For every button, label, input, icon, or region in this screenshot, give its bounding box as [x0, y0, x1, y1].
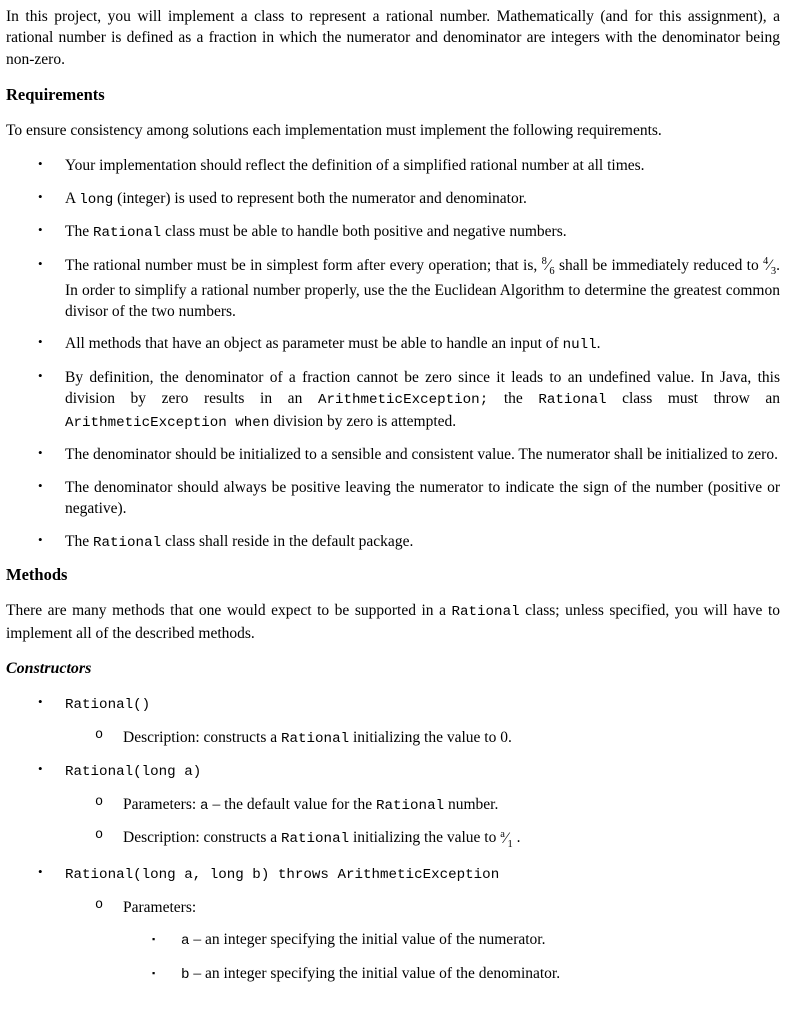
bullet-icon: • [38, 694, 43, 709]
text-run: division by zero is attempted. [269, 412, 457, 430]
paragraph [6, 600, 780, 644]
list-item-text [65, 693, 780, 716]
text-run: The denominator should be initialized to a sensible and consistent value. The numerator shall be initialized to zero. [65, 446, 778, 464]
fraction-numerator: a [500, 828, 505, 840]
list-item-text [65, 477, 780, 520]
list-item [95, 827, 780, 852]
list-item-text [123, 827, 780, 852]
list-item [38, 221, 780, 244]
text-run: In this project, you will implement a class to represent a rational number. Mathematically (and for this assignment), a rational number is defined as a fraction in which the numerator and denominator are integers with the denominator being non-zero. [6, 8, 780, 68]
list-item-text [65, 221, 780, 244]
bullet-icon: ▪ [152, 967, 156, 978]
fraction: $^8⁄_6$ [541, 255, 555, 278]
list-item-text [123, 897, 780, 918]
text-run: To ensure consistency among solutions each implementation must implement the following requirements. [6, 121, 662, 139]
bullet-icon: • [38, 367, 43, 383]
code-text: Rational() [65, 697, 151, 713]
list-item [38, 693, 780, 716]
list-item-text [123, 727, 780, 750]
code-text: b [181, 966, 190, 983]
bullet-icon: • [38, 334, 43, 350]
bullet-icon: • [38, 188, 43, 204]
list-item [38, 477, 780, 520]
list-item [38, 531, 780, 554]
section-heading [6, 84, 780, 107]
text-run: initializing the value to 0. [349, 728, 512, 746]
text-run: There are many methods that one would expect to be supported in a [6, 601, 452, 619]
text-run: the [488, 390, 539, 408]
text-run: Parameters: [123, 898, 197, 916]
list-item [38, 760, 780, 783]
code-text: a [200, 797, 209, 814]
document-body [6, 6, 780, 985]
list-item-text [181, 963, 780, 986]
text-run: The denominator should always be positive leaving the numerator to indicate the sign of the number (positive or negative). [65, 478, 780, 518]
list-item-text [181, 929, 780, 952]
paragraph [6, 6, 780, 70]
code-text: Rational [451, 603, 520, 620]
list-item [95, 897, 780, 918]
list-item [38, 155, 780, 176]
text-run: Description: constructs a [123, 728, 281, 746]
list-item [38, 333, 780, 356]
paragraph [6, 120, 780, 141]
code-text: Rational(long a) [65, 764, 202, 781]
code-text: Rational [92, 534, 162, 551]
bullet-icon: • [38, 477, 43, 493]
text-run: initializing the value to [349, 829, 501, 847]
text-run: A [65, 189, 80, 207]
list-item-text [65, 333, 780, 356]
text-run: class must throw an [606, 390, 780, 408]
list-item [95, 727, 780, 750]
fraction-denominator: 3 [770, 266, 777, 278]
text-run: – the default value for the [208, 795, 376, 813]
list-item-text [65, 531, 780, 554]
code-text: Rational [280, 831, 350, 848]
text-run: . [512, 829, 521, 847]
code-text: Rational [92, 225, 162, 242]
text-run: class must be able to handle both positive and negative numbers. [161, 223, 567, 241]
text-run: class; unless specified, you will have to implement all of the described methods. [6, 601, 781, 642]
text-run: – an integer specifying the initial value of the numerator. [189, 931, 546, 949]
bullet-icon: • [38, 255, 43, 271]
fraction-denominator: 1 [507, 838, 513, 850]
list-item [152, 963, 780, 986]
bullet-icon: • [38, 761, 43, 777]
text-run: shall be immediately reduced to [554, 256, 764, 274]
text-run: Your implementation should reflect the definition of a simplified rational number at all times. [65, 157, 645, 175]
list-item-text [65, 155, 780, 176]
fraction: $^a⁄_1$ [500, 828, 513, 850]
bullet-icon: • [38, 864, 43, 880]
list-item-text [65, 444, 780, 465]
text-run: – an integer specifying the initial value of the denominator. [189, 964, 561, 982]
text-run: class shall reside in the default package. [161, 532, 414, 550]
bullet-icon: • [38, 531, 43, 547]
bullet-icon: o [95, 794, 104, 810]
text-run: (integer) is used to represent both the numerator and denominator. [113, 189, 527, 207]
code-text: a [181, 933, 190, 950]
bullet-icon: ▪ [152, 934, 156, 945]
list-item [38, 188, 780, 211]
list-item-text [65, 863, 780, 886]
code-text: ArithmeticException; [317, 392, 489, 409]
text-run: . In order to simplify a rational number properly, use the the Euclidean Algorithm to determine the greatest common divisor of the two numbers. [65, 256, 780, 320]
list-item [152, 929, 780, 952]
fraction-numerator: 8 [541, 255, 547, 267]
bullet-icon: • [38, 222, 43, 238]
text-run: Requirements [6, 85, 105, 105]
text-run: The rational number must be in simplest form after every operation; that is, [65, 256, 542, 274]
bullet-icon: • [38, 156, 43, 172]
fraction: $^4⁄_3$ [763, 255, 777, 278]
bullet-icon: o [95, 727, 104, 743]
list-item-text [65, 255, 780, 322]
list-item [38, 255, 780, 322]
list-item-text [65, 367, 780, 434]
code-text: null [562, 337, 597, 354]
text-run: Description: constructs a [123, 829, 281, 847]
section-heading [6, 564, 780, 587]
list-item-text [65, 188, 780, 211]
text-run: . [596, 335, 601, 353]
bullet-icon: • [38, 445, 43, 461]
code-text: long [79, 191, 114, 208]
list-item [38, 367, 780, 434]
text-run: Methods [6, 565, 68, 585]
list-item [95, 794, 780, 817]
list-item-text [65, 760, 780, 783]
code-text: Rational [375, 797, 445, 814]
list-item [38, 444, 780, 465]
list-item [38, 863, 780, 886]
fraction-numerator: 4 [763, 255, 769, 267]
bullet-icon: o [95, 828, 104, 844]
text-run: By definition, the denominator of a fraction cannot be zero since it leads to an undefined value. In Java, this division by zero results in an [65, 368, 780, 408]
text-run: All methods that have an object as parameter must be able to handle an input of [65, 335, 563, 353]
code-text: Rational(long a, long b) throws ArithmeticException [65, 867, 500, 884]
text-run: The [65, 532, 93, 550]
text-run: The [65, 223, 93, 241]
text-run: Constructors [6, 659, 92, 677]
fraction-denominator: 6 [549, 266, 555, 278]
text-run: Parameters: [123, 795, 201, 813]
text-run: number. [444, 795, 499, 813]
bullet-icon: o [95, 897, 104, 913]
code-text: Rational [280, 730, 350, 747]
section-heading [6, 658, 780, 680]
list-item-text [123, 794, 780, 817]
code-text: ArithmeticException when [65, 414, 270, 431]
code-text: Rational [538, 392, 607, 409]
